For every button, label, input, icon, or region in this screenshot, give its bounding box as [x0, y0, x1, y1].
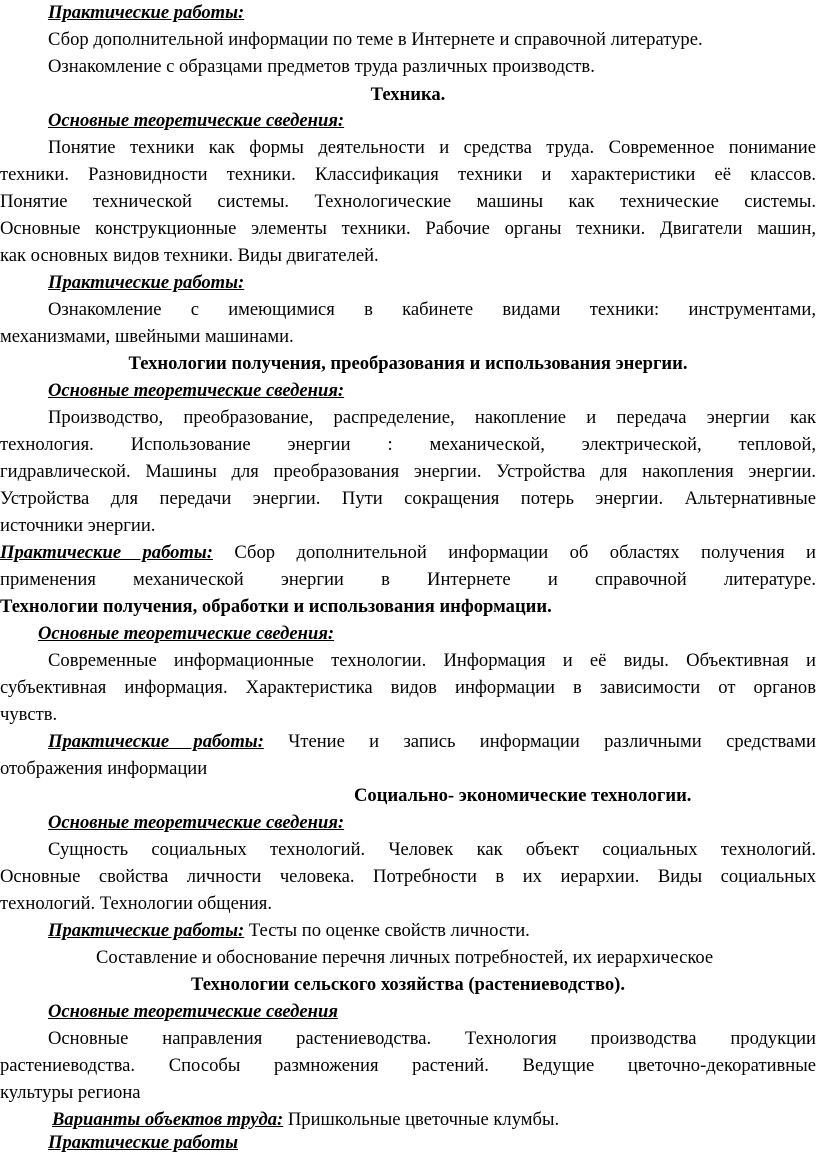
paragraph-line: техники. Разновидности техники. Классификация техники и характеристики её классов. [0, 164, 816, 185]
practical-works-heading: Практические работы: [48, 2, 245, 23]
inline-text: Сбор дополнительной информации об областях получения и [234, 542, 816, 563]
paragraph-line: механизмами, швейными машинами. [0, 326, 294, 347]
paragraph-line: Ознакомление с имеющимися в кабинете видами техники: инструментами, [48, 299, 816, 320]
section-title-energy: Технологии получения, преобразования и использования энергии. [128, 353, 688, 374]
theory-heading: Основные теоретические сведения [48, 1001, 338, 1022]
paragraph-line: технология. Использование энергии : механической, электрической, тепловой, [0, 434, 816, 455]
theory-heading: Основные теоретические сведения: [38, 623, 335, 644]
paragraph-line: отображения информации [0, 758, 208, 779]
inline-text: Чтение и запись информации различными средствами [288, 731, 816, 752]
paragraph-line: Понятие технической системы. Технологические машины как технические системы. [0, 191, 816, 212]
paragraph-line: Основные конструкционные элементы техники. Рабочие органы техники. Двигатели машин, [0, 218, 816, 239]
inline-text: Пришкольные цветочные клумбы. [287, 1109, 560, 1130]
paragraph-line: Производство, преобразование, распределение, накопление и передача энергии как [48, 407, 816, 428]
paragraph-line: чувств. [0, 704, 58, 725]
paragraph-line: Сущность социальных технологий. Человек как объект социальных технологий. [48, 839, 816, 860]
practical-works-heading: Практические работы: [48, 272, 245, 293]
section-title-technika: Техника. [370, 84, 446, 105]
paragraph-line: источники энергии. [0, 515, 156, 536]
paragraph-line: Понятие техники как формы деятельности и средства труда. Современное понимание [48, 137, 816, 158]
paragraph-line: Сбор дополнительной информации по теме в Интернете и справочной литературе. [48, 29, 703, 50]
practical-works-heading: Практические работы [48, 1132, 239, 1153]
paragraph-line: растениеводства. Способы размножения растений. Ведущие цветочно-декоративные [0, 1055, 816, 1076]
section-title-social: Социально- экономические технологии. [354, 785, 692, 806]
paragraph-line: применения механической энергии в Интернете и справочной литературе. [0, 569, 816, 590]
paragraph-line: Современные информационные технологии. Информация и её виды. Объективная и [48, 650, 816, 671]
paragraph-line: Ознакомление с образцами предметов труда различных производств. [48, 56, 595, 77]
paragraph-line [0, 538, 816, 567]
paragraph-line [0, 916, 816, 945]
work-objects-heading: Варианты объектов труда: [52, 1109, 284, 1130]
practical-works-heading: Практические работы: [0, 542, 213, 563]
paragraph-line: технологий. Технологии общения. [0, 893, 272, 914]
paragraph-line [0, 727, 816, 756]
paragraph-line: Составление и обоснование перечня личных потребностей, их иерархическое [96, 947, 714, 968]
practical-works-heading: Практические работы: [48, 920, 245, 941]
paragraph-line: Основные свойства личности человека. Потребности в их иерархии. Виды социальных [0, 866, 816, 887]
theory-heading: Основные теоретические сведения: [48, 812, 345, 833]
theory-heading: Основные теоретические сведения: [48, 380, 345, 401]
inline-text: Тесты по оценке свойств личности. [248, 920, 530, 941]
paragraph-line: как основных видов техники. Виды двигателей. [0, 245, 379, 266]
section-title-information: Технологии получения, обработки и использования информации. [0, 596, 552, 617]
paragraph-line: субъективная информация. Характеристика видов информации в зависимости от органов [0, 677, 816, 698]
section-title-agriculture: Технологии сельского хозяйства (растениеводство). [191, 974, 625, 995]
theory-heading: Основные теоретические сведения: [48, 110, 345, 131]
paragraph-line: культуры региона [0, 1082, 141, 1103]
paragraph-line: Устройства для передачи энергии. Пути сокращения потерь энергии. Альтернативные [0, 488, 816, 509]
paragraph-line: Основные направления растениеводства. Технология производства продукции [48, 1028, 816, 1049]
paragraph-line: гидравлической. Машины для преобразования энергии. Устройства для накопления энергии. [0, 461, 816, 482]
practical-works-heading: Практические работы: [48, 731, 264, 752]
